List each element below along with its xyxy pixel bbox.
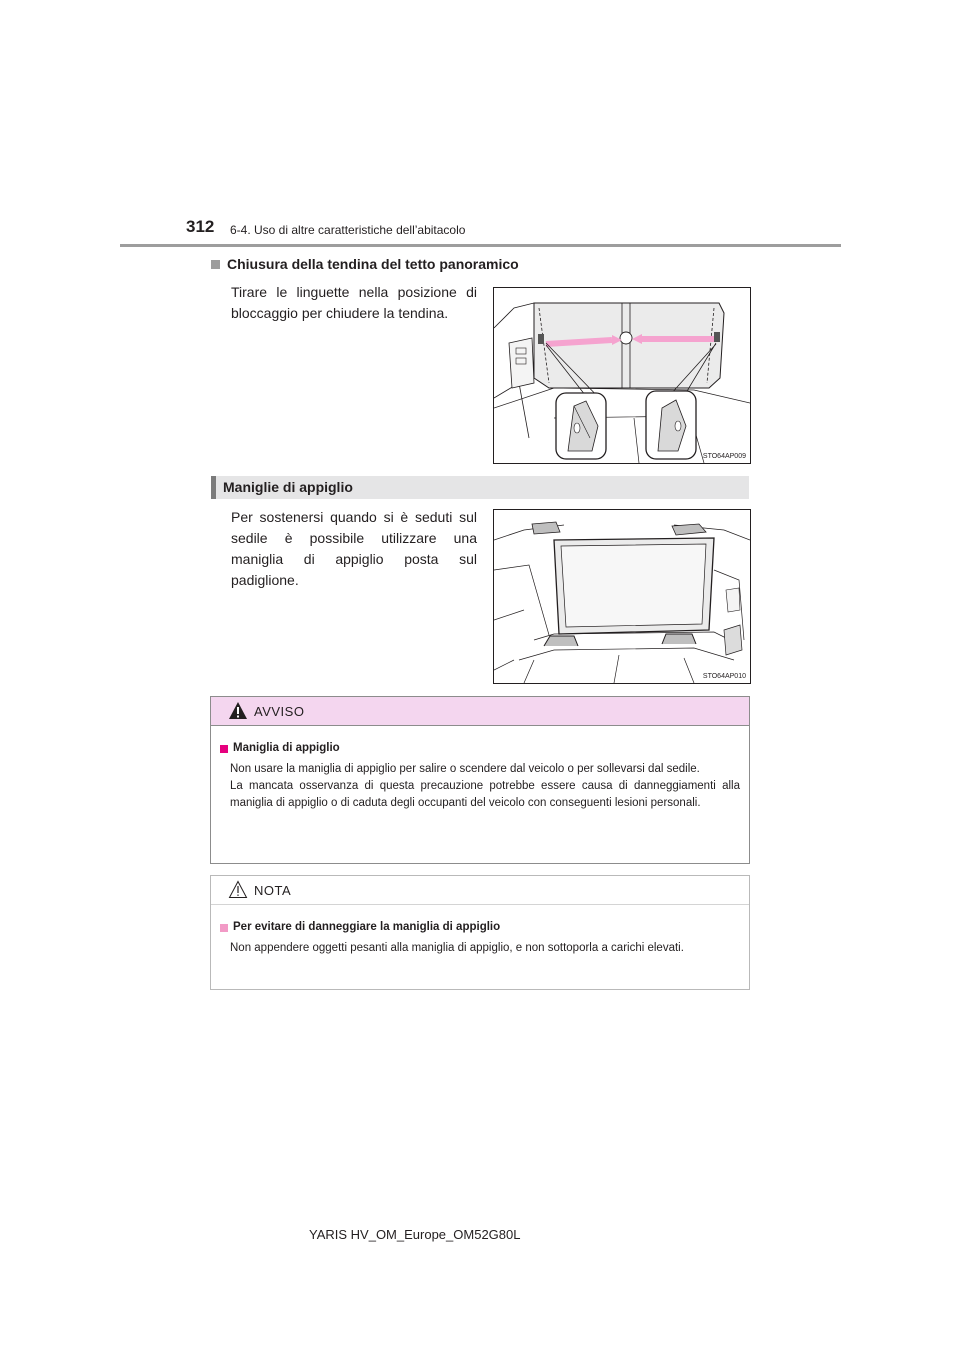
handles-text: Per sostenersi quando si è seduti sul sedile è possibile utilizzare una maniglia di appiglio posta sul padiglione. xyxy=(231,509,477,588)
pink-square-bullet-icon xyxy=(220,924,228,932)
assist-grip-illustration xyxy=(494,510,750,683)
section-bar-accent xyxy=(211,476,216,499)
panoramic-closing-text: Tirare le linguette nella posizione di bloccaggio per chiudere la tendina. xyxy=(231,284,477,321)
page-number: 312 xyxy=(186,217,215,236)
panoramic-shade-figure xyxy=(493,287,751,464)
warning-label: AVVISO xyxy=(254,704,305,719)
warning-subheading-text: Maniglia di appiglio xyxy=(233,742,340,754)
section-title: 6-4. Uso di altre caratteristiche dell’abitacolo xyxy=(230,223,466,237)
warning-body xyxy=(211,726,749,812)
note-box xyxy=(210,875,750,990)
section-bar-handles xyxy=(211,476,749,499)
note-subheading-text: Per evitare di danneggiare la maniglia di appiglio xyxy=(233,921,501,933)
header-rule xyxy=(120,244,841,247)
warning-box-header xyxy=(211,697,749,726)
panoramic-closing-heading xyxy=(211,256,519,272)
square-bullet-icon xyxy=(211,260,220,269)
note-label: NOTA xyxy=(254,883,292,898)
pink-square-bullet-icon xyxy=(220,745,228,753)
warning-subheading xyxy=(220,740,740,757)
note-text: Non appendere oggetti pesanti alla maniglia di appiglio, e non sottoporla a carichi elevati. xyxy=(230,942,684,954)
note-subheading xyxy=(220,919,740,936)
figure-code: STO64AP010 xyxy=(702,673,746,680)
warning-box xyxy=(210,696,750,864)
assist-grip-figure xyxy=(493,509,751,684)
panoramic-shade-illustration xyxy=(494,288,750,463)
figure-code: STO64AP009 xyxy=(702,453,746,460)
note-body xyxy=(211,905,749,957)
warning-text: Non usare la maniglia di appiglio per salire o scendere dal veicolo o per sollevarsi dal sedile. La mancata osservanza di questa precauzione potrebbe essere causa di danneggiamenti alla maniglia di appiglio o di caduta degli occupanti del veicolo con conseguenti lesioni personali. xyxy=(230,763,740,809)
footer-document-id: YARIS HV_OM_Europe_OM52G80L xyxy=(309,1227,521,1242)
warning-triangle-icon xyxy=(228,701,248,720)
section-bar-title: Maniglie di appiglio xyxy=(223,479,353,495)
note-box-header xyxy=(211,876,749,905)
panoramic-closing-heading-text: Chiusura della tendina del tetto panoramico xyxy=(227,256,519,272)
caution-triangle-outline-icon xyxy=(228,880,248,899)
